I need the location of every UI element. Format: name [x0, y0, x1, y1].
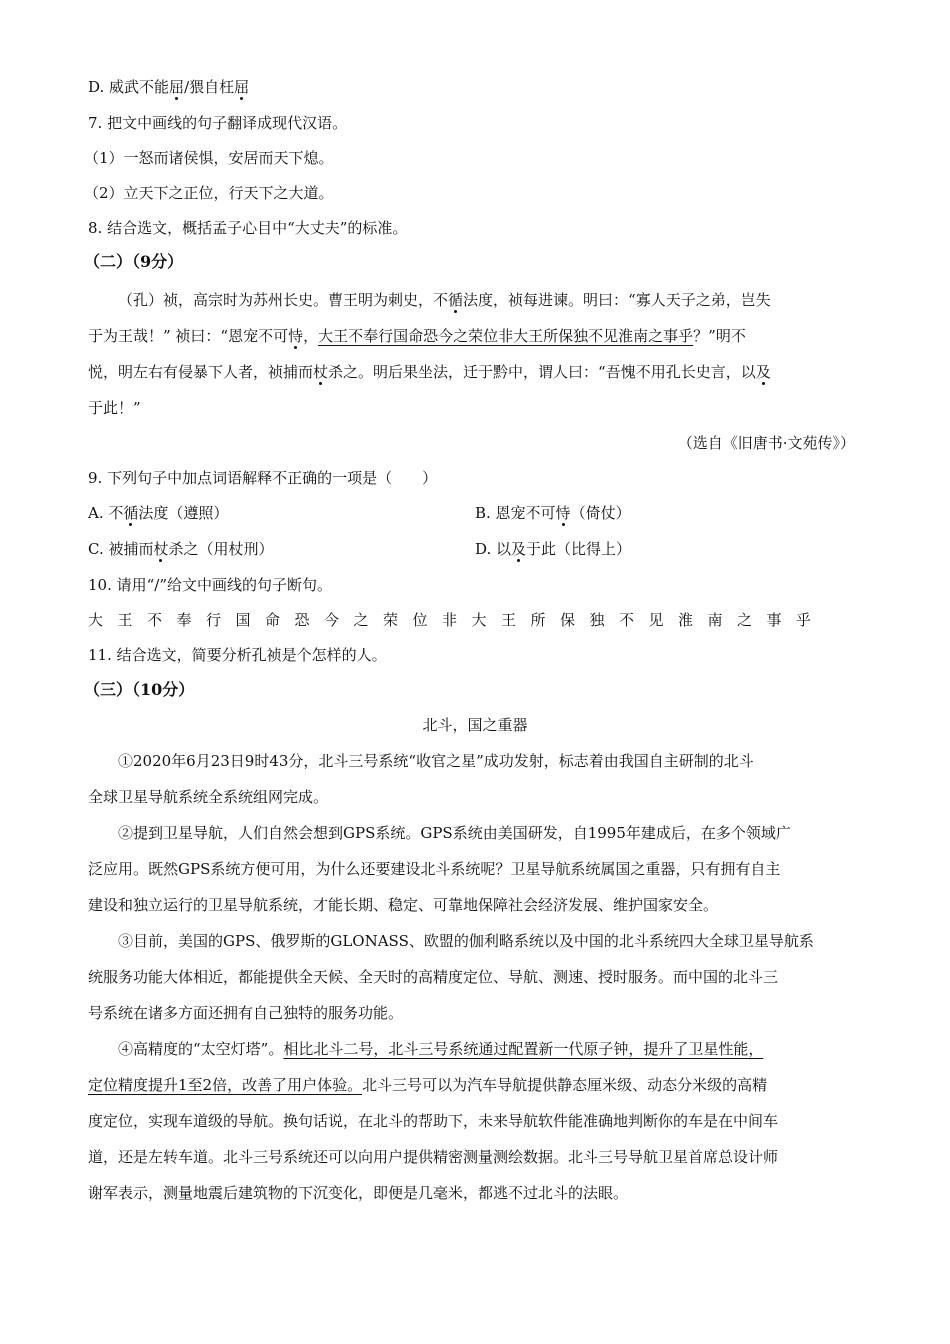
- q9-option-b: B. 恩宠不可恃（倚仗）: [475, 504, 631, 522]
- emphasis-dot-char: 及: [755, 363, 771, 381]
- q9-option-d: D. 以及于此（比得上）: [475, 540, 632, 558]
- article-title: 北斗，国之重器: [422, 716, 528, 734]
- article-p4-line-2: 定位精度提升1至2倍，改善了用户体验。北斗三号可以为汽车导航提供静态厘米级、动态分米级的高精: [88, 1076, 768, 1094]
- q10-sentence: 大王不奉行国命恐今之荣位非大王所保独不见淮南之事乎: [88, 611, 826, 629]
- passage-2-line-2: 于为王哉！” 祯曰：“恩宠不可恃，大王不奉行国命恐今之荣位非大王所保独不见淮南之事乎？”明不: [88, 327, 746, 345]
- section-2-heading: （二）（9分）: [84, 252, 184, 271]
- article-p3-line-3: 号系统在诸多方面还拥有自己独特的服务功能。: [88, 1004, 404, 1022]
- emphasis-dot-char: 恃: [288, 327, 304, 345]
- passage-2-line-1: （孔）祯，高宗时为苏州长史。曹王明为刺史，不循法度，祯每进谏。明曰：“寡人天子之弟，岂失: [118, 291, 771, 309]
- article-p1-line-1: ①2020年6月23日9时43分，北斗三号系统“收官之星”成功发射，标志着由我国自主研制的北斗: [118, 752, 754, 770]
- emphasis-dot-char: 屈: [234, 78, 250, 96]
- q7-stem: 7. 把文中画线的句子翻译成现代汉语。: [88, 114, 348, 132]
- passage-2-line-3: 悦，明左右有侵暴下人者，祯捕而杖杀之。明后果坐法，迁于黔中，谓人曰：“吾愧不用孔长史言，以及: [88, 363, 771, 381]
- article-p4-line-5: 谢军表示，测量地震后建筑物的下沉变化，即便是几毫米，都逃不过北斗的法眼。: [88, 1184, 629, 1202]
- emphasis-dot-char: 杖: [153, 540, 169, 558]
- q9-stem: 9. 下列句子中加点词语解释不正确的一项是（ ）: [88, 469, 438, 487]
- section-3-heading: （三）（10分）: [84, 680, 195, 699]
- emphasis-dot-char: 及: [511, 540, 527, 558]
- article-p2-line-2: 泛应用。既然GPS系统方便可用，为什么还要建设北斗系统呢？卫星导航系统属国之重器，只有拥有自主: [88, 860, 781, 878]
- q10-stem: 10. 请用“/”给文中画线的句子断句。: [88, 576, 333, 594]
- article-p4-line-4: 道，还是左转车道。北斗三号系统还可以向用户提供精密测量测绘数据。北斗三号导航卫星首席总设计师: [88, 1148, 779, 1166]
- q7-sentence-2: （2）立天下之正位，行天下之大道。: [84, 184, 334, 202]
- article-p3-line-1: ③目前，美国的GPS、俄罗斯的GLONASS、欧盟的伽利略系统以及中国的北斗系统四大全球卫星导航系: [118, 932, 814, 950]
- emphasis-dot-char: 循: [448, 291, 464, 309]
- q6-option-d: D. 威武不能屈/猥自枉屈: [88, 78, 250, 96]
- q7-sentence-1: （1）一怒而诸侯惧，安居而天下熄。: [84, 149, 334, 167]
- q9-option-a: A. 不循法度（遵照）: [88, 504, 229, 522]
- emphasis-dot-char: 屈: [169, 78, 185, 96]
- article-p2-line-1: ②提到卫星导航，人们自然会想到GPS系统。GPS系统由美国研发，自1995年建成后，在多个领域广: [118, 824, 791, 842]
- underlined-sentence: 相比北斗二号，北斗三号系统通过配置新一代原子钟，提升了卫星性能，: [283, 1040, 764, 1058]
- q8-stem: 8. 结合选文，概括孟子心目中“大丈夫”的标准。: [88, 219, 408, 237]
- emphasis-dot-char: 恃: [555, 504, 571, 522]
- passage-2-source: （选自《旧唐书·文苑传》）: [677, 434, 855, 452]
- underlined-sentence: 定位精度提升1至2倍，改善了用户体验。: [88, 1076, 363, 1094]
- q11-stem: 11. 结合选文，简要分析孔祯是个怎样的人。: [88, 646, 387, 664]
- emphasis-dot-char: 杖: [313, 363, 329, 381]
- article-p3-line-2: 统服务功能大体相近，都能提供全天候、全天时的高精度定位、导航、测速、授时服务。而中国的北斗三: [88, 968, 779, 986]
- q9-option-c: C. 被捕而杖杀之（用杖刑）: [88, 540, 274, 558]
- article-p4-line-1: ④高精度的“太空灯塔”。相比北斗二号，北斗三号系统通过配置新一代原子钟，提升了卫星性能，: [118, 1040, 764, 1058]
- article-p1-line-2: 全球卫星导航系统全系统组网完成。: [88, 788, 329, 806]
- article-p4-line-3: 度定位，实现车道级的导航。换句话说，在北斗的帮助下，未来导航软件能准确地判断你的车是在中间车: [88, 1112, 779, 1130]
- underlined-sentence: 大王不奉行国命恐今之荣位非大王所保独不见淮南之事乎: [318, 327, 694, 345]
- article-p2-line-3: 建设和独立运行的卫星导航系统，才能长期、稳定、可靠地保障社会经济发展、维护国家安全。: [88, 896, 719, 914]
- passage-2-line-4: 于此！”: [88, 399, 141, 417]
- emphasis-dot-char: 循: [123, 504, 139, 522]
